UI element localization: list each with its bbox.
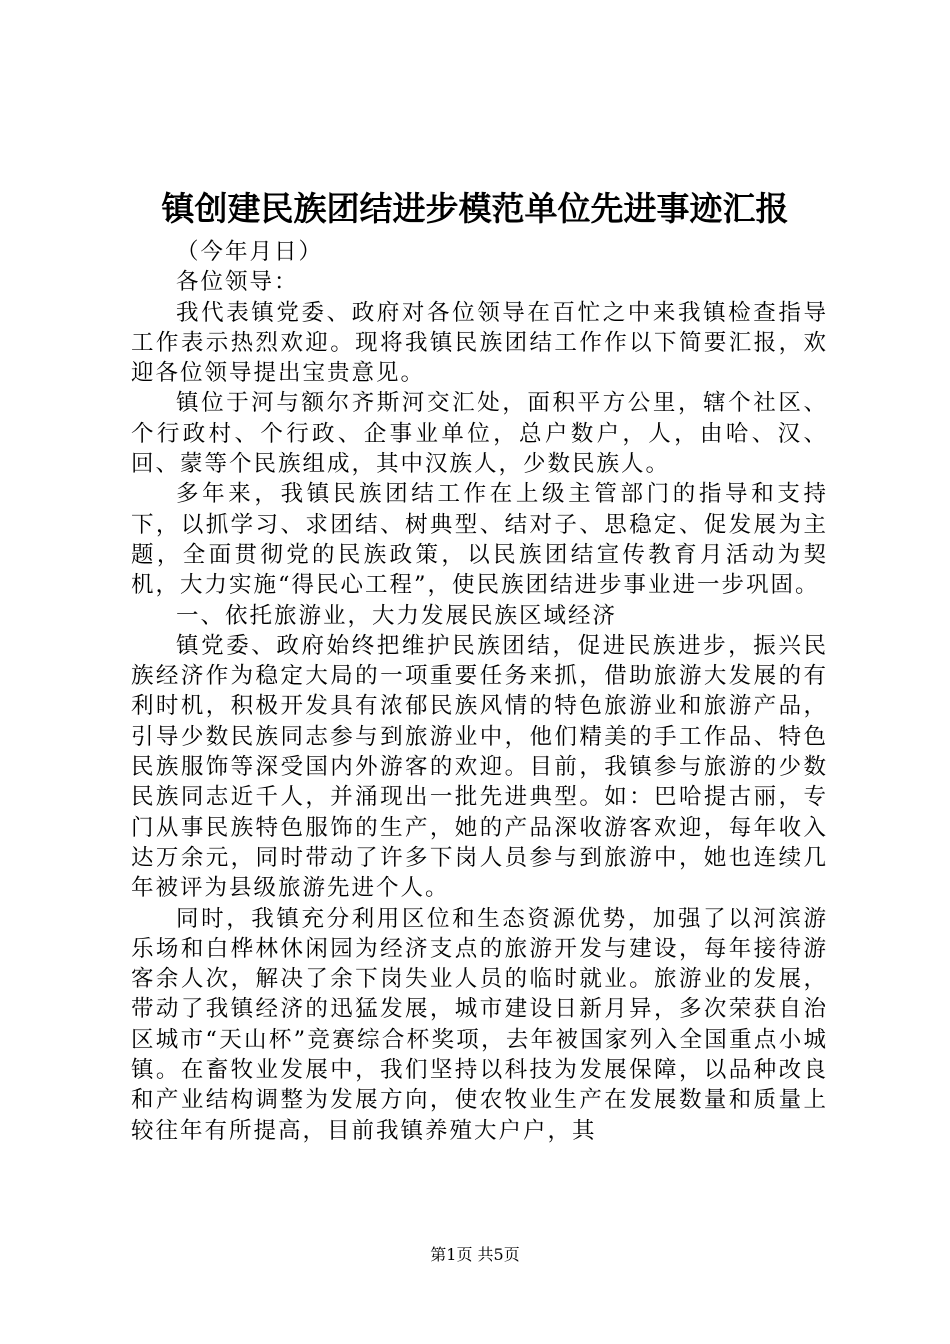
paragraph: 同时，我镇充分利用区位和生态资源优势，加强了以河滨游乐场和白桦林休闲园为经济支点的旅游开发与建设，每年接待游客余人次，解决了余下岗失业人员的临时就业。旅游业的发展，带动了我镇经济的迅猛发展，城市建设日新月异，多次荣获自治区城市“天山杯”竞赛综合杯奖项，去年被国家列入全国重点小城镇。在畜牧业发展中，我们坚持以科技为发展保障，以品种改良和产业结构调整为发展方向，使农牧业生产在发展数量和质量上较往年有所提高，目前我镇养殖大户户，其 bbox=[131, 905, 828, 1144]
document-title: 镇创建民族团结进步模范单位先进事迹汇报 bbox=[161, 189, 789, 228]
paragraph: 我代表镇党委、政府对各位领导在百忙之中来我镇检查指导工作表示热烈欢迎。现将我镇民族团结工作作以下简要汇报，欢迎各位领导提出宝贵意见。 bbox=[131, 299, 828, 387]
paragraph: 镇位于河与额尔齐斯河交汇处，面积平方公里，辖个社区、个行政村、个行政、企事业单位，总户数户，人，由哈、汉、回、蒙等个民族组成，其中汉族人，少数民族人。 bbox=[131, 390, 828, 478]
page-footer: 第1页 共5页 bbox=[430, 1245, 520, 1264]
date-line: （今年月日） bbox=[176, 239, 324, 265]
paragraph: 多年来，我镇民族团结工作在上级主管部门的指导和支持下，以抓学习、求团结、树典型、结对子、思稳定、促发展为主题，全面贯彻党的民族政策，以民族团结宣传教育月活动为契机，大力实施“得民心工程”，使民族团结进步事业进一步巩固。 bbox=[131, 481, 828, 599]
salutation: 各位领导： bbox=[176, 269, 299, 296]
section-heading: 一、依托旅游业，大力发展民族区域经济 bbox=[176, 602, 618, 629]
document-body bbox=[131, 237, 828, 1146]
paragraph: 镇党委、政府始终把维护民族团结，促进民族进步，振兴民族经济作为稳定大局的一项重要任务来抓，借助旅游大发展的有利时机，积极开发具有浓郁民族风情的特色旅游业和旅游产品，引导少数民族同志参与到旅游业中，他们精美的手工作品、特色民族服饰等深受国内外游客的欢迎。目前，我镇参与旅游的少数民族同志近千人，并涌现出一批先进典型。如：巴哈提古丽，专门从事民族特色服饰的生产，她的产品深收游客欢迎，每年收入达万余元，同时带动了许多下岗人员参与到旅游中，她也连续几年被评为县级旅游先进个人。 bbox=[131, 632, 828, 902]
